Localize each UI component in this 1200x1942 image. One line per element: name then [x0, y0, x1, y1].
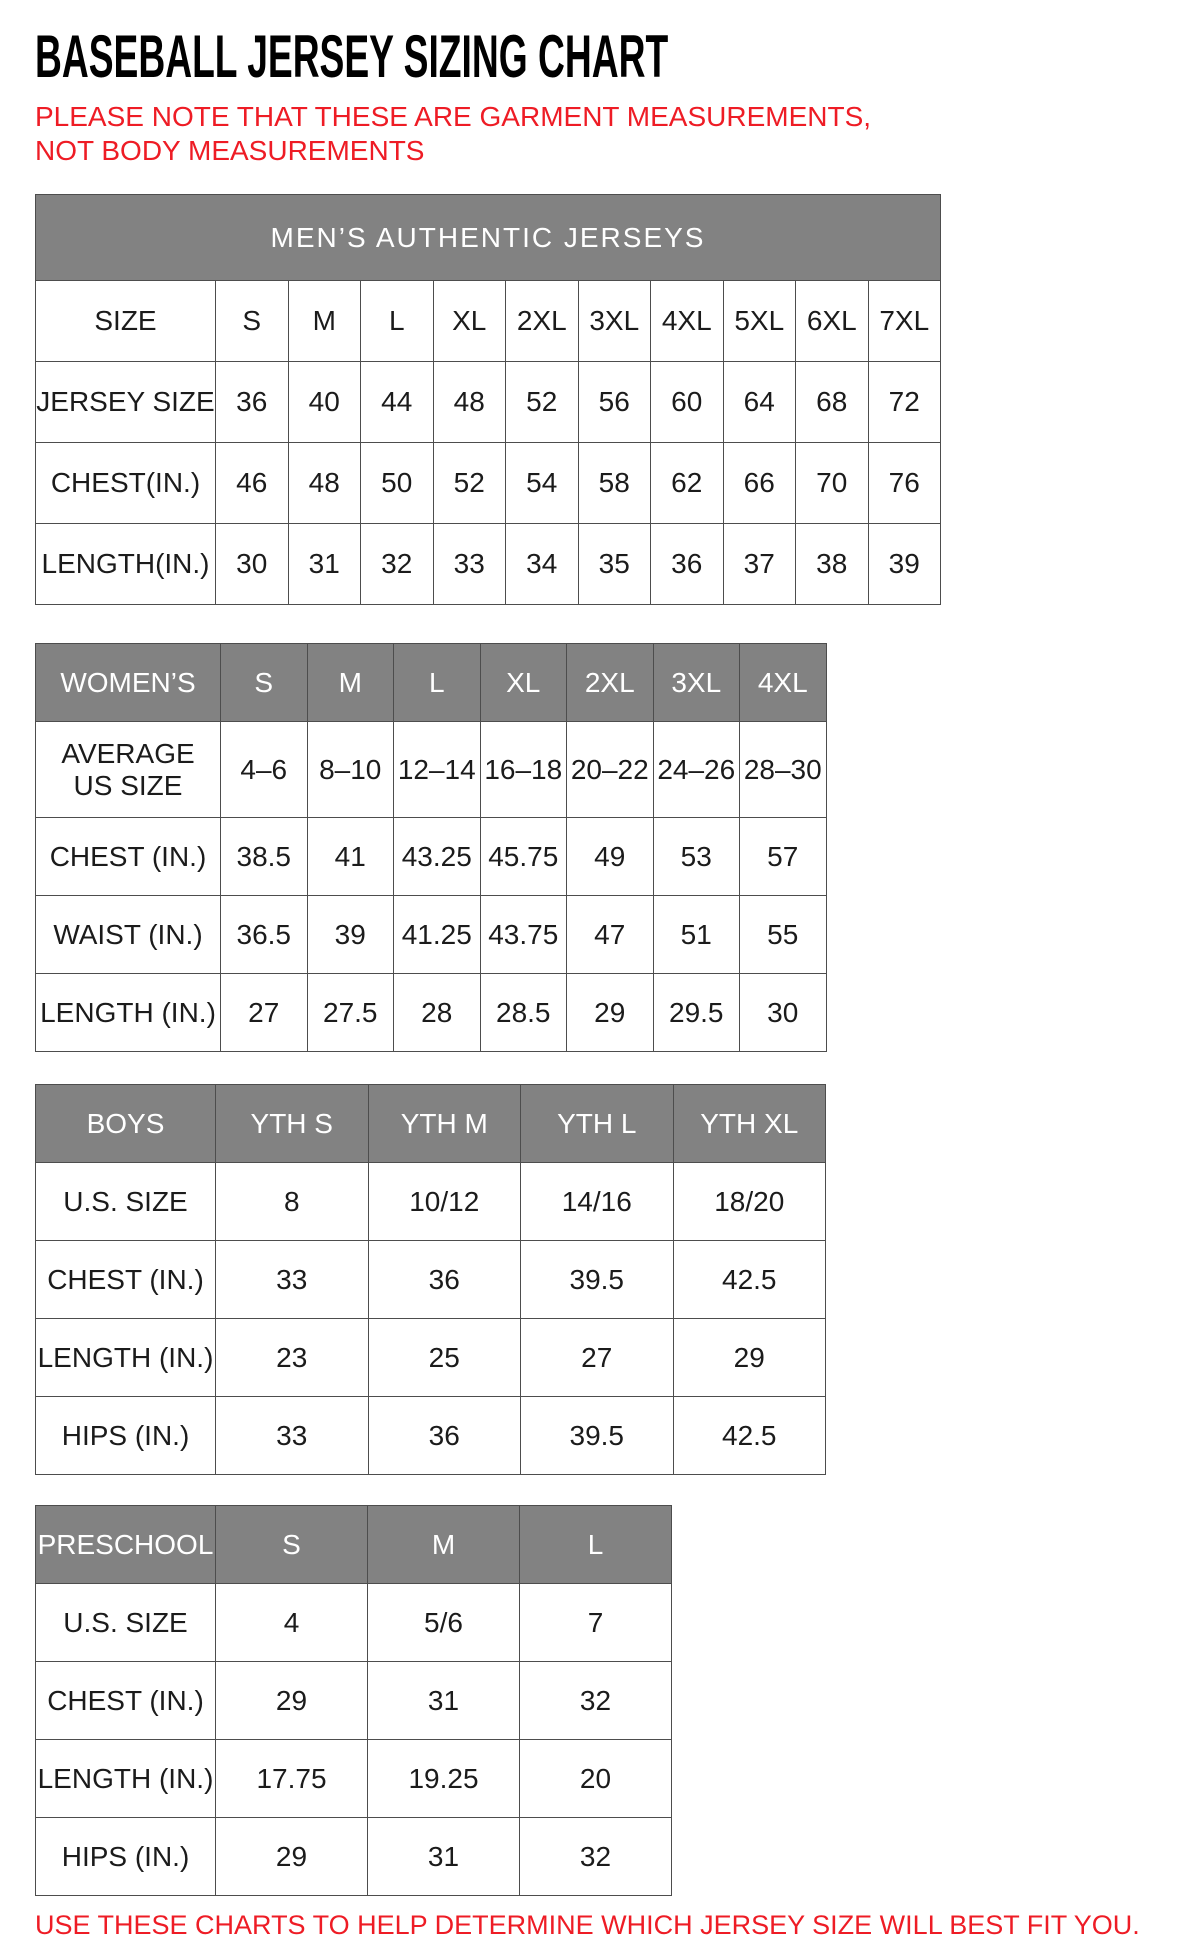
cell: 55 — [740, 896, 827, 974]
cell: 36 — [651, 524, 724, 605]
cell: 6XL — [796, 281, 869, 362]
row-label: CHEST (IN.) — [36, 1241, 216, 1319]
cell: 20 — [520, 1740, 672, 1818]
row-label: U.S. SIZE — [36, 1163, 216, 1241]
table-row — [36, 1319, 826, 1397]
cell: 31 — [288, 524, 361, 605]
row-label: LENGTH (IN.) — [36, 974, 221, 1052]
table-row — [36, 1241, 826, 1319]
table-row — [36, 195, 941, 281]
cell: 23 — [216, 1319, 369, 1397]
cell: 29 — [216, 1662, 368, 1740]
column-header: S — [221, 644, 308, 722]
cell: 30 — [216, 524, 289, 605]
cell: 46 — [216, 443, 289, 524]
cell: 29 — [673, 1319, 826, 1397]
cell: 32 — [520, 1818, 672, 1896]
cell: 30 — [740, 974, 827, 1052]
cell: 52 — [506, 362, 579, 443]
column-header: YTH XL — [673, 1085, 826, 1163]
boys-sizing-table — [35, 1084, 826, 1475]
table-row — [36, 722, 827, 818]
cell: 35 — [578, 524, 651, 605]
row-label: LENGTH (IN.) — [36, 1740, 216, 1818]
cell: S — [216, 281, 289, 362]
table-row — [36, 1506, 672, 1584]
row-label: CHEST (IN.) — [36, 818, 221, 896]
cell: 2XL — [506, 281, 579, 362]
cell: 29 — [216, 1818, 368, 1896]
cell: 64 — [723, 362, 796, 443]
cell: 28 — [394, 974, 481, 1052]
cell: 7XL — [868, 281, 941, 362]
cell: 72 — [868, 362, 941, 443]
cell: 17.75 — [216, 1740, 368, 1818]
cell: 54 — [506, 443, 579, 524]
row-label: LENGTH(IN.) — [36, 524, 216, 605]
cell: 32 — [520, 1662, 672, 1740]
cell: 4XL — [651, 281, 724, 362]
cell: 33 — [433, 524, 506, 605]
footer-note: USE THESE CHARTS TO HELP DETERMINE WHICH JERSEY SIZE WILL BEST FIT YOU. — [35, 1910, 1140, 1941]
cell: 3XL — [578, 281, 651, 362]
cell: M — [288, 281, 361, 362]
cell: 32 — [361, 524, 434, 605]
cell: 38 — [796, 524, 869, 605]
table-row — [36, 896, 827, 974]
cell: 37 — [723, 524, 796, 605]
table-row — [36, 644, 827, 722]
column-header: M — [307, 644, 394, 722]
cell: 58 — [578, 443, 651, 524]
row-label: SIZE — [36, 281, 216, 362]
table-row — [36, 818, 827, 896]
cell: 50 — [361, 443, 434, 524]
cell: 36 — [216, 362, 289, 443]
row-label: CHEST(IN.) — [36, 443, 216, 524]
cell: 31 — [368, 1818, 520, 1896]
cell: 36.5 — [221, 896, 308, 974]
preschool-table-header: PRESCHOOL — [36, 1506, 216, 1584]
table-row — [36, 1584, 672, 1662]
cell: 57 — [740, 818, 827, 896]
cell: 41.25 — [394, 896, 481, 974]
cell: 7 — [520, 1584, 672, 1662]
row-label: JERSEY SIZE — [36, 362, 216, 443]
cell: 25 — [368, 1319, 521, 1397]
cell: 34 — [506, 524, 579, 605]
cell: 24–26 — [653, 722, 740, 818]
cell: 68 — [796, 362, 869, 443]
table-row — [36, 1818, 672, 1896]
cell: 36 — [368, 1241, 521, 1319]
mens-table-caption: MEN’S AUTHENTIC JERSEYS — [36, 195, 941, 281]
column-header: 3XL — [653, 644, 740, 722]
cell: 53 — [653, 818, 740, 896]
cell: 44 — [361, 362, 434, 443]
column-header: 2XL — [567, 644, 654, 722]
cell: 29 — [567, 974, 654, 1052]
cell: 31 — [368, 1662, 520, 1740]
column-header: YTH M — [368, 1085, 521, 1163]
cell: 43.75 — [480, 896, 567, 974]
table-row — [36, 362, 941, 443]
column-header: XL — [480, 644, 567, 722]
row-label-text: AVERAGE US SIZE — [61, 737, 195, 801]
column-header: L — [394, 644, 481, 722]
table-row — [36, 974, 827, 1052]
table-row — [36, 281, 941, 362]
mens-sizing-table — [35, 194, 941, 605]
cell: 20–22 — [567, 722, 654, 818]
cell: 36 — [368, 1397, 521, 1475]
cell: 62 — [651, 443, 724, 524]
cell: 28–30 — [740, 722, 827, 818]
cell: 52 — [433, 443, 506, 524]
cell: 19.25 — [368, 1740, 520, 1818]
table-row — [36, 1163, 826, 1241]
row-label — [36, 722, 221, 818]
cell: 42.5 — [673, 1397, 826, 1475]
preschool-sizing-table — [35, 1505, 672, 1896]
cell: 28.5 — [480, 974, 567, 1052]
cell: 4 — [216, 1584, 368, 1662]
cell: 45.75 — [480, 818, 567, 896]
cell: 33 — [216, 1241, 369, 1319]
cell: 42.5 — [673, 1241, 826, 1319]
table-row — [36, 1397, 826, 1475]
cell: 39.5 — [521, 1241, 674, 1319]
cell: 41 — [307, 818, 394, 896]
row-label: HIPS (IN.) — [36, 1818, 216, 1896]
cell: 48 — [433, 362, 506, 443]
womens-table-header: WOMEN’S — [36, 644, 221, 722]
cell: 39.5 — [521, 1397, 674, 1475]
row-label: CHEST (IN.) — [36, 1662, 216, 1740]
cell: 8 — [216, 1163, 369, 1241]
cell: 29.5 — [653, 974, 740, 1052]
cell: 60 — [651, 362, 724, 443]
cell: 14/16 — [521, 1163, 674, 1241]
cell: 33 — [216, 1397, 369, 1475]
cell: 56 — [578, 362, 651, 443]
cell: 5/6 — [368, 1584, 520, 1662]
cell: 27 — [221, 974, 308, 1052]
cell: 39 — [868, 524, 941, 605]
cell: 10/12 — [368, 1163, 521, 1241]
cell: XL — [433, 281, 506, 362]
cell: 40 — [288, 362, 361, 443]
cell: 49 — [567, 818, 654, 896]
column-header: YTH S — [216, 1085, 369, 1163]
page-title: BASEBALL JERSEY SIZING CHART — [35, 23, 669, 90]
cell: L — [361, 281, 434, 362]
row-label: HIPS (IN.) — [36, 1397, 216, 1475]
womens-sizing-table — [35, 643, 827, 1052]
table-row — [36, 1662, 672, 1740]
boys-table-header: BOYS — [36, 1085, 216, 1163]
table-row — [36, 443, 941, 524]
cell: 27 — [521, 1319, 674, 1397]
table-row — [36, 1085, 826, 1163]
cell: 43.25 — [394, 818, 481, 896]
column-header: L — [520, 1506, 672, 1584]
column-header: S — [216, 1506, 368, 1584]
column-header: M — [368, 1506, 520, 1584]
row-label: WAIST (IN.) — [36, 896, 221, 974]
column-header: 4XL — [740, 644, 827, 722]
row-label: U.S. SIZE — [36, 1584, 216, 1662]
row-label: LENGTH (IN.) — [36, 1319, 216, 1397]
cell: 66 — [723, 443, 796, 524]
cell: 38.5 — [221, 818, 308, 896]
cell: 39 — [307, 896, 394, 974]
cell: 47 — [567, 896, 654, 974]
cell: 18/20 — [673, 1163, 826, 1241]
cell: 16–18 — [480, 722, 567, 818]
cell: 8–10 — [307, 722, 394, 818]
cell: 5XL — [723, 281, 796, 362]
column-header: YTH L — [521, 1085, 674, 1163]
cell: 27.5 — [307, 974, 394, 1052]
table-row — [36, 524, 941, 605]
cell: 76 — [868, 443, 941, 524]
table-row — [36, 1740, 672, 1818]
cell: 4–6 — [221, 722, 308, 818]
cell: 51 — [653, 896, 740, 974]
cell: 12–14 — [394, 722, 481, 818]
measurement-note: PLEASE NOTE THAT THESE ARE GARMENT MEASUREMENTS, NOT BODY MEASUREMENTS — [35, 101, 872, 167]
cell: 48 — [288, 443, 361, 524]
cell: 70 — [796, 443, 869, 524]
